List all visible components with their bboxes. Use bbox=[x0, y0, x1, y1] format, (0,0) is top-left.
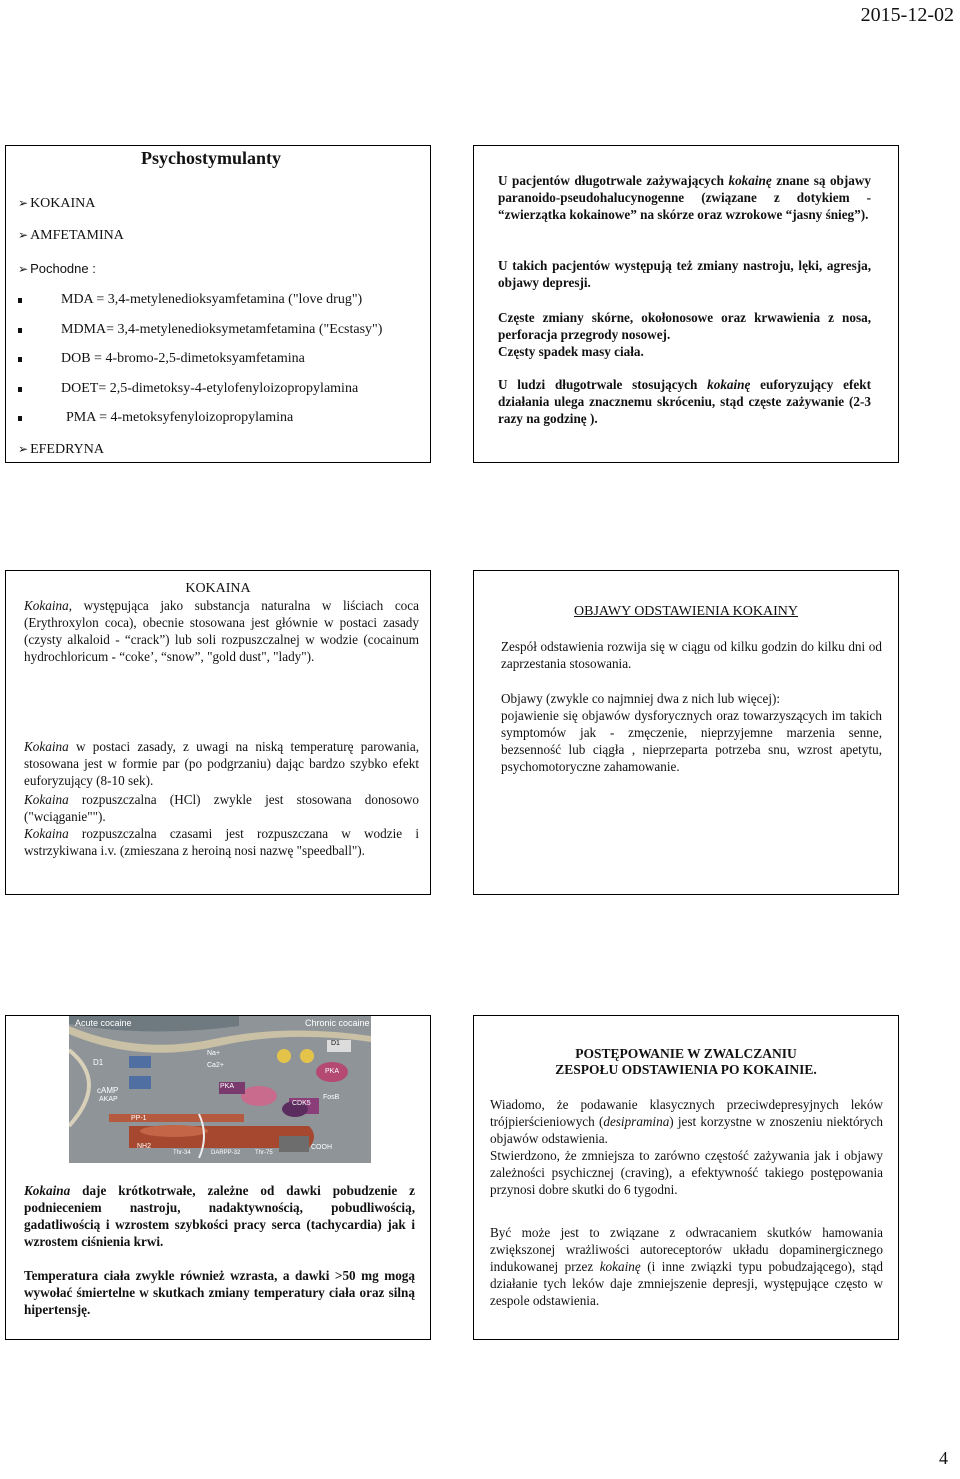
paragraph: Częsty spadek masy ciała. bbox=[498, 344, 644, 359]
slide-long-term-effects bbox=[473, 145, 899, 463]
list-item: ➢ AMFETAMINA bbox=[18, 228, 124, 243]
slide-title: OBJAWY ODSTAWIENIA KOKAINY bbox=[574, 604, 798, 619]
square-bullet-icon bbox=[18, 328, 22, 333]
paragraph: Zespół odstawienia rozwija się w ciągu od kilku godzin do kilku dni od zaprzestania stosowania. bbox=[501, 639, 882, 671]
arrow-bullet-icon: ➢ bbox=[18, 262, 29, 276]
paragraph: Wiadomo, że podawanie klasycznych przeciwdepresyjnych leków trójpierścieniowych (desipramina) jest korzystne w znoszeniu niektórych objawów odstawienia. bbox=[490, 1097, 883, 1146]
square-bullet-icon bbox=[18, 298, 22, 303]
paragraph: Kokaina rozpuszczalna (HCl) zwykle jest stosowana donosowo ("wciąganie""). bbox=[24, 792, 419, 824]
slide-title: KOKAINA bbox=[185, 581, 251, 596]
slide-title: POSTĘPOWANIE W ZWALCZANIU ZESPOŁU ODSTAWIENIA PO KOKAINIE. bbox=[555, 1046, 817, 1077]
diagram-label: cAMP bbox=[97, 1086, 119, 1095]
slide-kokaina bbox=[5, 570, 431, 895]
paragraph: Kokaina, występująca jako substancja naturalna w liściach coca (Erythroxylon coca), obecnie stosowana jest głównie w postaci zasady (czysty alkaloid - “crack”) lub soli rozpuszczalnej w wodzie (cocainum hydrochloricum - “coke’, “snow”, "gold dust", "lady"). bbox=[24, 598, 419, 664]
square-bullet-icon bbox=[18, 387, 22, 392]
diagram-label: PKA bbox=[220, 1083, 235, 1090]
paragraph: Kokaina daje krótkotrwałe, zależne od dawki pobudzenie z podnieceniem nastroju, nadaktywnością, pobudliwością, gadatliwością i wzrostem szybkości pracy serca (tachycardia) jak i wzrostem ciśnienia krwi. bbox=[24, 1183, 415, 1249]
slide-withdrawal-symptoms bbox=[473, 570, 899, 895]
diagram-label: Thr-75 bbox=[255, 1150, 273, 1156]
diagram-label: CDK5 bbox=[292, 1100, 311, 1107]
paragraph: Kokaina rozpuszczalna czasami jest rozpuszczana w wodzie i wstrzykiwana i.v. (zmieszana z heroiną nosi nazwę "speedball"). bbox=[24, 826, 419, 858]
diagram-label: AKAP bbox=[99, 1096, 118, 1103]
paragraph: Kokaina w postaci zasady, z uwagi na niską temperaturę parowania, stosowana jest w formie par (po podgrzaniu) dając bardzo szybko efekt euforyzujący (8-10 sek). bbox=[24, 739, 419, 788]
paragraph: Objawy (zwykle co najmniej dwa z nich lub więcej): bbox=[501, 691, 781, 706]
diagram-label: PP-1 bbox=[131, 1115, 147, 1122]
paragraph: Częste zmiany skórne, okołonosowe oraz krwawienia z nosa, perforacja przegrody nosowej. bbox=[498, 310, 871, 342]
diagram-label: Thr-34 bbox=[173, 1150, 191, 1156]
diagram-label: COOH bbox=[311, 1144, 332, 1151]
page-number: 4 bbox=[939, 1448, 948, 1468]
paragraph: pojawienie się objawów dysforycznych oraz towarzyszących im takich symptomów jak - zmęczenie, nieprzyjemne marzenia senne, bezsenność lub ciągła , nieprzeparta potrzeba snu, wzrost apetytu, psychomotoryczne zahamowanie. bbox=[501, 708, 882, 774]
list-item: ➢ EFEDRYNA bbox=[18, 442, 104, 457]
paragraph: U ludzi długotrwale stosujących kokainę euforyzujący efekt działania ulega znacznemu skróceniu, stąd częste zażywanie (2-3 razy na godzinę ). bbox=[498, 377, 871, 426]
diagram-label: FosB bbox=[323, 1094, 340, 1101]
arrow-bullet-icon: ➢ bbox=[18, 442, 29, 456]
diagram-label-chronic: Chronic cocaine bbox=[305, 1018, 370, 1028]
slide-psychostymulanty: Psychostymulanty ➢ KOKAINA ➢ AMFETAMINA ➢ Pochodne : MDA = 3,4-metylenedioksyamfetamina ("love drug") MDMA= 3,4-metylenedioksymetamfetamina ("Ecstasy") DOB = 4-bromo-2,5-dimetoksyamfetamina DOET= 2,5-dimetoksy-4-etylofenyloizopropylamina PMA = 4-metoksyfenyloizopropylamina ➢ EFEDRYNA bbox=[5, 145, 431, 463]
list-item: ➢ Pochodne : bbox=[18, 261, 96, 276]
diagram-label: DARPP-32 bbox=[211, 1150, 241, 1156]
diagram-label: D1 bbox=[93, 1058, 104, 1067]
diagram-label: D1 bbox=[331, 1040, 340, 1047]
header-date: 2015-12-02 bbox=[860, 4, 954, 26]
paragraph: Stwierdzono, że zmniejsza to zarówno częstość zażywania jak i objawy zależności psychicznej (craving), a efektywność takiego postępowania przynosi dobre skutki do 6 tygodni. bbox=[490, 1148, 883, 1197]
diagram-label: Ca2+ bbox=[207, 1062, 224, 1069]
slide-kokaina-effects bbox=[5, 1015, 431, 1340]
arrow-bullet-icon: ➢ bbox=[18, 196, 29, 210]
arrow-bullet-icon: ➢ bbox=[18, 228, 29, 242]
list-item: ➢ KOKAINA bbox=[18, 196, 96, 211]
paragraph: U pacjentów długotrwale zażywających kokainę znane są objawy paranoido-pseudohalucynogenne (związane z dotykiem - “zwierzątka kokainowe” na skórze oraz wzrokowe “jasny śnieg”). bbox=[498, 173, 871, 222]
square-bullet-icon bbox=[18, 357, 22, 362]
signaling-pathway-diagram bbox=[69, 1016, 371, 1163]
diagram-label: NH2 bbox=[137, 1143, 152, 1150]
diagram-label-acute: Acute cocaine bbox=[75, 1018, 132, 1028]
diagram-label: Na+ bbox=[207, 1050, 221, 1057]
paragraph: Być może jest to związane z odwracaniem skutków hamowania zwiększonej wrażliwości autoreceptorów układu dopaminergicznego indukowanej przez kokainę (i inne związki typu pobudzającego), stąd działanie tych leków daje zmniejszenie depresji, występujące często w zespole odstawienia. bbox=[490, 1225, 883, 1308]
paragraph: U takich pacjentów występują też zmiany nastroju, lęki, agresja, objawy depresji. bbox=[498, 258, 871, 290]
slide-treatment bbox=[473, 1015, 899, 1340]
diagram-label: PKA bbox=[325, 1068, 340, 1075]
slide-title: Psychostymulanty bbox=[141, 148, 282, 168]
square-bullet-icon bbox=[18, 416, 22, 421]
paragraph: Temperatura ciała zwykle również wzrasta, a dawki >50 mg mogą wywołać śmiertelne w skutkach zmiany temperatury ciała oraz silną hipertensję. bbox=[24, 1268, 415, 1317]
